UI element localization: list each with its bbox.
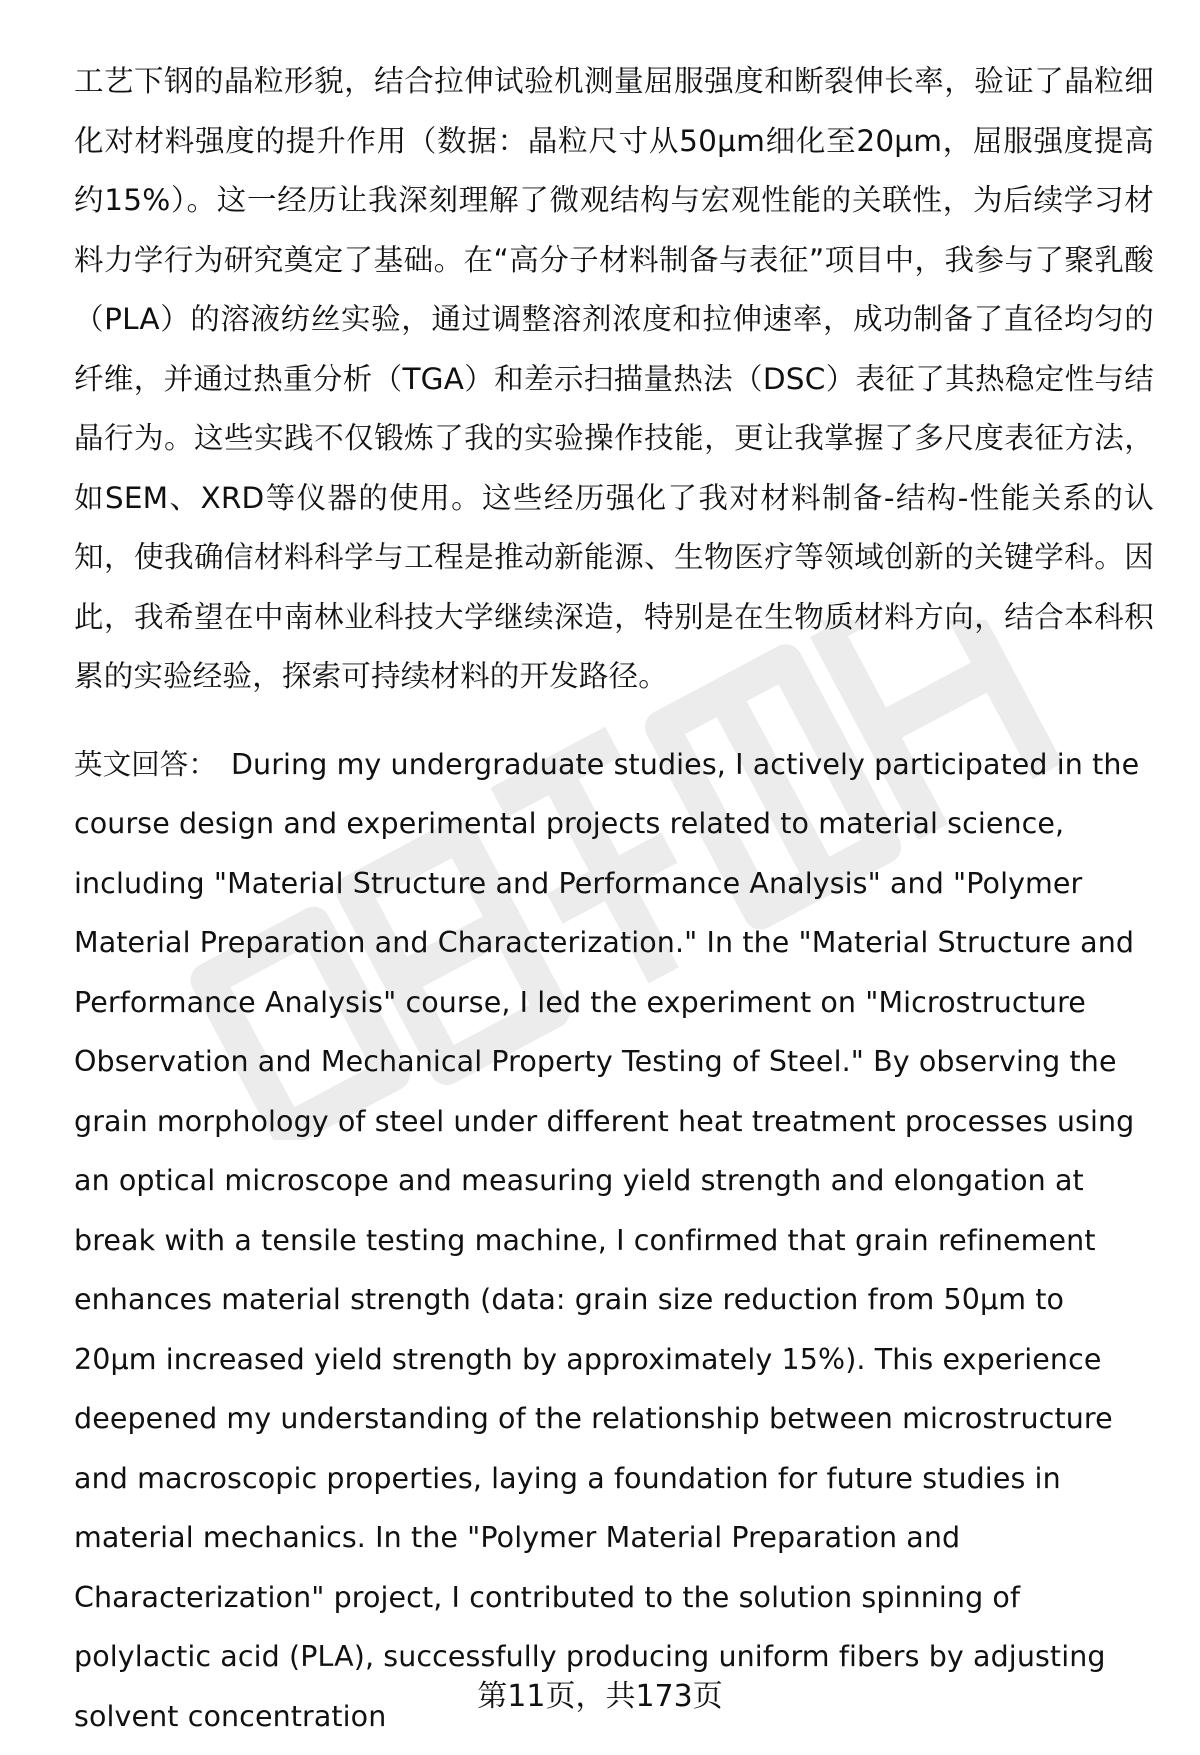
page-number-footer: 第11页，共173页 — [477, 1679, 723, 1714]
english-answer-label: 英文回答： — [74, 747, 218, 781]
english-answer-paragraph: During my undergraduate studies, I actively participated in the course design and experimental projects related to material science, including "Material Structure and Performance Analysis" and "Polymer Material Preparation and Characterization." In the "Material Structure and Performance Analysis" course, I led the experiment on "Microstructure Observation and Mechanical Property Testing of Steel." By observing the grain morphology of steel under different heat treatment processes using an optical microscope and measuring yield strength and elongation at break with a tensile testing machine, I confirmed that grain refinement enhances material strength (data: grain size reduction from 50μm to 20μm increased yield strength by approximately 15%). This experience deepened my understanding of the relationship between microstructure and macroscopic properties, laying a foundation for future studies in material mechanics. In the "Polymer Material Preparation and Characterization" project, I contributed to the solution spinning of polylactic acid (PLA), successfully producing uniform fibers by adjusting solvent concentration — [74, 747, 1140, 1733]
document-body — [74, 52, 1154, 1746]
chinese-answer-paragraph: 工艺下钢的晶粒形貌，结合拉伸试验机测量屈服强度和断裂伸长率，验证了晶粒细化对材料强度的提升作用（数据：晶粒尺寸从50μm细化至20μm，屈服强度提高约15%）。这一经历让我深刻理解了微观结构与宏观性能的关联性，为后续学习材料力学行为研究奠定了基础。在“高分子材料制备与表征”项目中，我参与了聚乳酸（PLA）的溶液纺丝实验，通过调整溶剂浓度和拉伸速率，成功制备了直径均匀的纤维，并通过热重分析（TGA）和差示扫描量热法（DSC）表征了其热稳定性与结晶行为。这些实践不仅锻炼了我的实验操作技能，更让我掌握了多尺度表征方法，如SEM、XRD等仪器的使用。这些经历强化了我对材料制备-结构-性能关系的认知，使我确信材料科学与工程是推动新能源、生物医疗等领域创新的关键学科。因此，我希望在中南林业科技大学继续深造，特别是在生物质材料方向，结合本科积累的实验经验，探索可持续材料的开发路径。 — [74, 64, 1154, 693]
english-answer-block — [74, 735, 1152, 1747]
